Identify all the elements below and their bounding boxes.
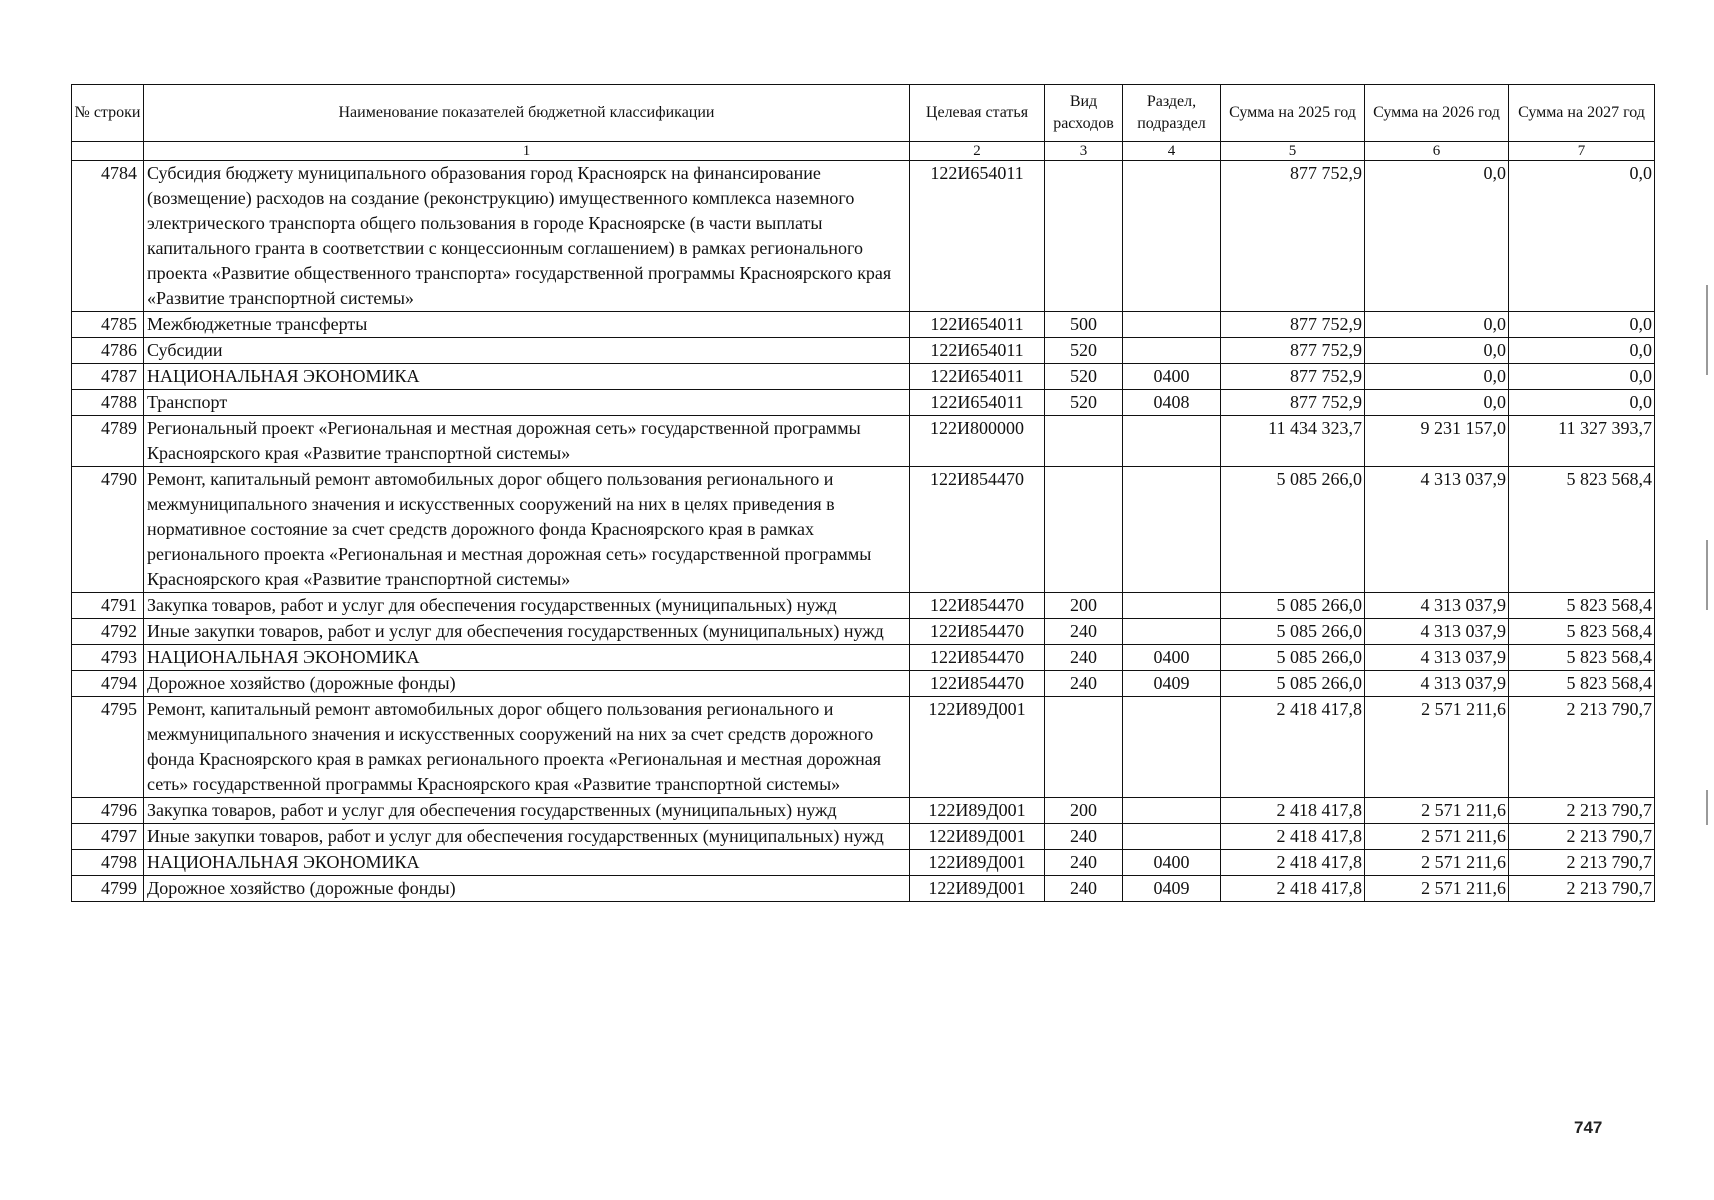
column-number: 5	[1221, 142, 1365, 161]
sum-2027-cell: 2 213 790,7	[1509, 697, 1655, 798]
sum-2027-cell: 11 327 393,7	[1509, 416, 1655, 467]
target-article-cell: 122И89Д001	[910, 697, 1045, 798]
target-article-cell: 122И89Д001	[910, 798, 1045, 824]
table-row	[72, 798, 1655, 824]
target-article-cell: 122И89Д001	[910, 876, 1045, 902]
expense-type-cell: 200	[1045, 798, 1123, 824]
table-row	[72, 161, 1655, 312]
header-row-no: № строки	[72, 85, 144, 142]
row-number-cell: 4796	[72, 798, 144, 824]
table-row	[72, 593, 1655, 619]
table-row	[72, 312, 1655, 338]
sum-2025-cell: 5 085 266,0	[1221, 619, 1365, 645]
sum-2025-cell: 2 418 417,8	[1221, 850, 1365, 876]
sum-2025-cell: 11 434 323,7	[1221, 416, 1365, 467]
sum-2025-cell: 5 085 266,0	[1221, 645, 1365, 671]
row-name-cell: Дорожное хозяйство (дорожные фонды)	[144, 671, 910, 697]
header-target-article: Целевая статья	[910, 85, 1045, 142]
sum-2025-cell: 5 085 266,0	[1221, 467, 1365, 593]
header-expense-type: Вид расходов	[1045, 85, 1123, 142]
sum-2026-cell: 4 313 037,9	[1365, 467, 1509, 593]
target-article-cell: 122И854470	[910, 467, 1045, 593]
section-cell	[1123, 824, 1221, 850]
table-row	[72, 850, 1655, 876]
target-article-cell: 122И89Д001	[910, 824, 1045, 850]
expense-type-cell: 520	[1045, 338, 1123, 364]
sum-2026-cell: 4 313 037,9	[1365, 671, 1509, 697]
table-row	[72, 876, 1655, 902]
section-cell: 0409	[1123, 671, 1221, 697]
column-number: 1	[144, 142, 910, 161]
target-article-cell: 122И800000	[910, 416, 1045, 467]
row-number-cell: 4789	[72, 416, 144, 467]
table-row	[72, 619, 1655, 645]
table-row	[72, 416, 1655, 467]
sum-2025-cell: 2 418 417,8	[1221, 798, 1365, 824]
table-row	[72, 390, 1655, 416]
expense-type-cell	[1045, 416, 1123, 467]
sum-2026-cell: 2 571 211,6	[1365, 697, 1509, 798]
sum-2027-cell: 5 823 568,4	[1509, 645, 1655, 671]
target-article-cell: 122И654011	[910, 161, 1045, 312]
row-name-cell: Субсидии	[144, 338, 910, 364]
expense-type-cell: 520	[1045, 390, 1123, 416]
section-cell	[1123, 697, 1221, 798]
expense-type-cell: 520	[1045, 364, 1123, 390]
sum-2026-cell: 0,0	[1365, 338, 1509, 364]
sum-2026-cell: 2 571 211,6	[1365, 798, 1509, 824]
row-number-cell: 4798	[72, 850, 144, 876]
section-cell	[1123, 798, 1221, 824]
row-number-cell: 4799	[72, 876, 144, 902]
sum-2027-cell: 0,0	[1509, 364, 1655, 390]
row-name-cell: Транспорт	[144, 390, 910, 416]
row-number-cell: 4785	[72, 312, 144, 338]
sum-2025-cell: 2 418 417,8	[1221, 697, 1365, 798]
section-cell	[1123, 593, 1221, 619]
section-cell	[1123, 416, 1221, 467]
target-article-cell: 122И89Д001	[910, 850, 1045, 876]
section-cell: 0400	[1123, 645, 1221, 671]
sum-2026-cell: 0,0	[1365, 364, 1509, 390]
section-cell: 0408	[1123, 390, 1221, 416]
row-name-cell: Дорожное хозяйство (дорожные фонды)	[144, 876, 910, 902]
table-body	[72, 161, 1655, 902]
row-name-cell: НАЦИОНАЛЬНАЯ ЭКОНОМИКА	[144, 645, 910, 671]
header-sum-2027: Сумма на 2027 год	[1509, 85, 1655, 142]
header-section: Раздел, подраздел	[1123, 85, 1221, 142]
sum-2027-cell: 2 213 790,7	[1509, 798, 1655, 824]
row-name-cell: Межбюджетные трансферты	[144, 312, 910, 338]
target-article-cell: 122И854470	[910, 645, 1045, 671]
expense-type-cell: 500	[1045, 312, 1123, 338]
section-cell	[1123, 467, 1221, 593]
row-name-cell: НАЦИОНАЛЬНАЯ ЭКОНОМИКА	[144, 850, 910, 876]
row-name-cell: Иные закупки товаров, работ и услуг для обеспечения государственных (муниципальных) нужд	[144, 824, 910, 850]
expense-type-cell	[1045, 467, 1123, 593]
section-cell	[1123, 619, 1221, 645]
sum-2027-cell: 0,0	[1509, 312, 1655, 338]
row-name-cell: НАЦИОНАЛЬНАЯ ЭКОНОМИКА	[144, 364, 910, 390]
row-name-cell: Региональный проект «Региональная и местная дорожная сеть» государственной программы Красноярского края «Развитие транспортной системы»	[144, 416, 910, 467]
target-article-cell: 122И854470	[910, 671, 1045, 697]
target-article-cell: 122И854470	[910, 593, 1045, 619]
target-article-cell: 122И654011	[910, 390, 1045, 416]
section-cell: 0400	[1123, 364, 1221, 390]
sum-2027-cell: 2 213 790,7	[1509, 876, 1655, 902]
row-number-cell: 4794	[72, 671, 144, 697]
column-number: 2	[910, 142, 1045, 161]
table-row	[72, 338, 1655, 364]
header-sum-2026: Сумма на 2026 год	[1365, 85, 1509, 142]
row-name-cell: Ремонт, капитальный ремонт автомобильных дорог общего пользования регионального и межмуниципального значения и искусственных сооружений на них за счет средств дорожного фонда Красноярского края в рамках регионального проекта «Региональная и местная дорожная сеть» государственной программы Красноярского края «Развитие транспортной системы»	[144, 697, 910, 798]
section-cell	[1123, 161, 1221, 312]
scan-edge-mark	[1706, 790, 1708, 825]
sum-2025-cell: 2 418 417,8	[1221, 824, 1365, 850]
table-row	[72, 645, 1655, 671]
sum-2026-cell: 0,0	[1365, 161, 1509, 312]
header-sum-2025: Сумма на 2025 год	[1221, 85, 1365, 142]
column-number-empty	[72, 142, 144, 161]
sum-2026-cell: 2 571 211,6	[1365, 850, 1509, 876]
sum-2026-cell: 2 571 211,6	[1365, 824, 1509, 850]
sum-2026-cell: 0,0	[1365, 312, 1509, 338]
row-name-cell: Закупка товаров, работ и услуг для обеспечения государственных (муниципальных) нужд	[144, 593, 910, 619]
row-name-cell: Иные закупки товаров, работ и услуг для обеспечения государственных (муниципальных) нужд	[144, 619, 910, 645]
sum-2027-cell: 2 213 790,7	[1509, 824, 1655, 850]
sum-2027-cell: 2 213 790,7	[1509, 850, 1655, 876]
expense-type-cell: 240	[1045, 671, 1123, 697]
column-number: 6	[1365, 142, 1509, 161]
sum-2027-cell: 5 823 568,4	[1509, 671, 1655, 697]
sum-2026-cell: 0,0	[1365, 390, 1509, 416]
sum-2025-cell: 877 752,9	[1221, 161, 1365, 312]
row-number-cell: 4797	[72, 824, 144, 850]
sum-2026-cell: 2 571 211,6	[1365, 876, 1509, 902]
sum-2025-cell: 5 085 266,0	[1221, 671, 1365, 697]
sum-2026-cell: 4 313 037,9	[1365, 593, 1509, 619]
section-cell	[1123, 338, 1221, 364]
sum-2025-cell: 877 752,9	[1221, 364, 1365, 390]
expense-type-cell	[1045, 161, 1123, 312]
table-row	[72, 671, 1655, 697]
row-name-cell: Закупка товаров, работ и услуг для обеспечения государственных (муниципальных) нужд	[144, 798, 910, 824]
row-number-cell: 4795	[72, 697, 144, 798]
sum-2027-cell: 0,0	[1509, 338, 1655, 364]
sum-2025-cell: 877 752,9	[1221, 390, 1365, 416]
sum-2027-cell: 5 823 568,4	[1509, 467, 1655, 593]
expense-type-cell: 240	[1045, 824, 1123, 850]
target-article-cell: 122И654011	[910, 364, 1045, 390]
expense-type-cell	[1045, 697, 1123, 798]
sum-2025-cell: 877 752,9	[1221, 338, 1365, 364]
sum-2027-cell: 0,0	[1509, 390, 1655, 416]
scan-edge-mark	[1706, 540, 1708, 610]
sum-2027-cell: 5 823 568,4	[1509, 593, 1655, 619]
sum-2027-cell: 5 823 568,4	[1509, 619, 1655, 645]
row-name-cell: Субсидия бюджету муниципального образования город Красноярск на финансирование (возмещение) расходов на создание (реконструкцию) имущественного комплекса наземного электрического транспорта общего пользования в городе Красноярске (в части выплаты капитального гранта в соответствии с концессионным соглашением) в рамках регионального проекта «Развитие общественного транспорта» государственной программы Красноярского края «Развитие транспортной системы»	[144, 161, 910, 312]
table-header	[72, 85, 1655, 161]
page-number: 747	[1574, 1118, 1603, 1137]
target-article-cell: 122И854470	[910, 619, 1045, 645]
section-cell	[1123, 312, 1221, 338]
section-cell: 0400	[1123, 850, 1221, 876]
row-number-cell: 4792	[72, 619, 144, 645]
row-number-cell: 4784	[72, 161, 144, 312]
column-number: 4	[1123, 142, 1221, 161]
table-row	[72, 364, 1655, 390]
table-row	[72, 697, 1655, 798]
sum-2026-cell: 4 313 037,9	[1365, 619, 1509, 645]
row-number-cell: 4787	[72, 364, 144, 390]
row-number-cell: 4788	[72, 390, 144, 416]
expense-type-cell: 240	[1045, 876, 1123, 902]
target-article-cell: 122И654011	[910, 312, 1045, 338]
column-number-row	[72, 142, 1655, 161]
expense-type-cell: 240	[1045, 645, 1123, 671]
row-number-cell: 4793	[72, 645, 144, 671]
section-cell: 0409	[1123, 876, 1221, 902]
table-row	[72, 824, 1655, 850]
row-number-cell: 4791	[72, 593, 144, 619]
sum-2026-cell: 9 231 157,0	[1365, 416, 1509, 467]
target-article-cell: 122И654011	[910, 338, 1045, 364]
scan-edge-mark	[1706, 285, 1708, 375]
column-number: 7	[1509, 142, 1655, 161]
sum-2025-cell: 5 085 266,0	[1221, 593, 1365, 619]
expense-type-cell: 240	[1045, 850, 1123, 876]
row-number-cell: 4790	[72, 467, 144, 593]
sum-2027-cell: 0,0	[1509, 161, 1655, 312]
expense-type-cell: 200	[1045, 593, 1123, 619]
budget-table	[71, 84, 1655, 902]
sum-2026-cell: 4 313 037,9	[1365, 645, 1509, 671]
table-row	[72, 467, 1655, 593]
expense-type-cell: 240	[1045, 619, 1123, 645]
header-name: Наименование показателей бюджетной классификации	[144, 85, 910, 142]
sum-2025-cell: 2 418 417,8	[1221, 876, 1365, 902]
sum-2025-cell: 877 752,9	[1221, 312, 1365, 338]
row-name-cell: Ремонт, капитальный ремонт автомобильных дорог общего пользования регионального и межмуниципального значения и искусственных сооружений на них в целях приведения в нормативное состояние за счет средств дорожного фонда Красноярского края в рамках регионального проекта «Региональная и местная дорожная сеть» государственной программы Красноярского края «Развитие транспортной системы»	[144, 467, 910, 593]
row-number-cell: 4786	[72, 338, 144, 364]
column-number: 3	[1045, 142, 1123, 161]
